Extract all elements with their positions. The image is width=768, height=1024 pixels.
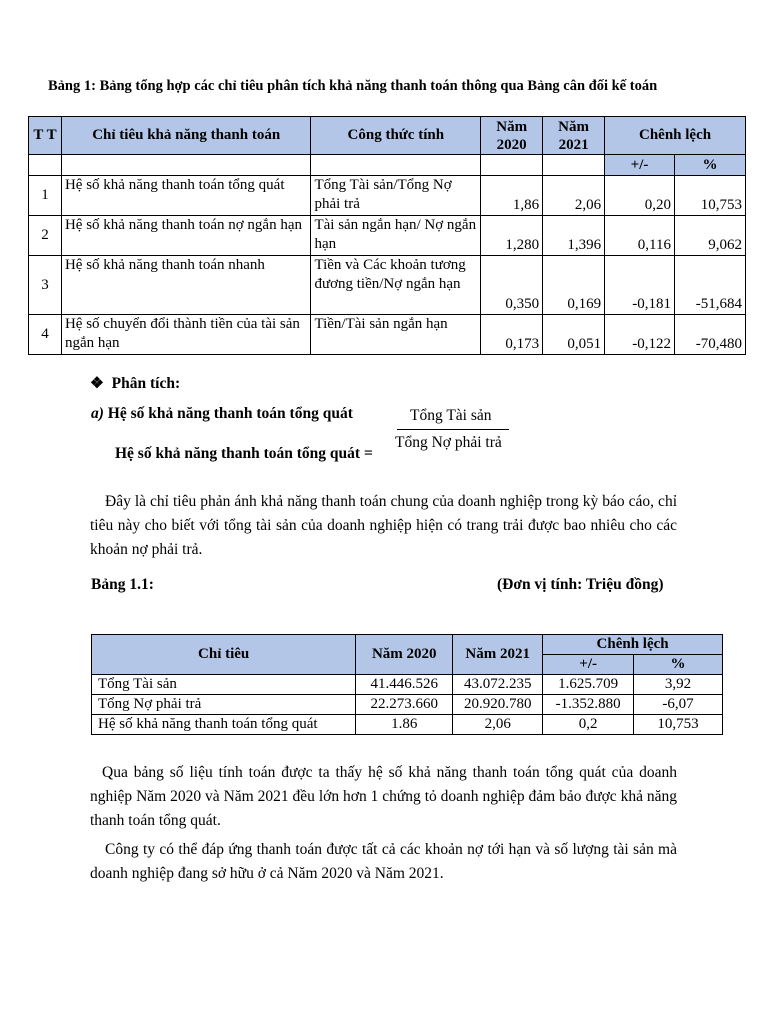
fraction-line [397,429,509,430]
row-2021: 2,06 [543,176,605,216]
blank-cell [29,155,62,176]
row-formula: Tổng Tài sản/Tổng Nợ phải trả [311,176,481,216]
row-pct: -51,684 [675,256,746,315]
conclusion-paragraph-2: Công ty có thể đáp ứng thanh toán được tất cả các khoản nợ tới hạn và số lượng tài sản mà doanh nghiệp đang sở hữu ở cả Năm 2020 và Năm 2021. [90,841,677,882]
row-2020: 1,86 [481,176,543,216]
header-indicator: Chỉ tiêu khả năng thanh toán [61,117,311,155]
row-2021: 0,051 [543,315,605,355]
row-pct: 3,92 [634,675,723,695]
row-2020: 0,173 [481,315,543,355]
header-pct: % [634,655,723,675]
row-2021: 1,396 [543,216,605,256]
table-row [92,675,723,695]
row-pct: -6,07 [634,695,723,715]
blank-cell [311,155,481,176]
table-row [29,216,746,256]
subsection-a-text: Hệ số khả năng thanh toán tổng quát [107,405,353,422]
row-indicator: Hệ số khả năng thanh toán nợ ngắn hạn [61,216,311,256]
row-pct: 10,753 [675,176,746,216]
formula-label: Hệ số khả năng thanh toán tổng quát = [115,445,373,462]
row-2021: 2,06 [453,715,543,735]
row-indicator: Hệ số khả năng thanh toán tổng quát [61,176,311,216]
row-2020: 41.446.526 [356,675,453,695]
diamond-bullet-icon: ❖ [90,375,104,392]
header-tt: T T [29,117,62,155]
row-abs: -0,181 [605,256,675,315]
row-abs: 0,2 [543,715,634,735]
conclusion-paragraph-1: Qua bảng số liệu tính toán được ta thấy hệ số khả năng thanh toán tổng quát của doanh nghiệp Năm 2020 và Năm 2021 đều lớn hơn 1 chứng tỏ doanh nghiệp đảm bảo được khả năng thanh toán tổng quát. [90,764,677,829]
row-tt: 4 [29,315,62,355]
blank-cell [543,155,605,176]
row-abs: 0,20 [605,176,675,216]
header-difference: Chênh lệch [543,635,723,655]
blank-cell [481,155,543,176]
header-abs: +/- [543,655,634,675]
header-indicator: Chỉ tiêu [92,635,356,675]
subsection-a-title [91,405,353,423]
subsection-a-prefix: a) [91,405,104,422]
row-indicator: Hệ số chuyển đổi thành tiền của tài sản ngắn hạn [61,315,311,355]
analysis-heading-text: Phân tích: [111,375,181,392]
table2-unit: (Đơn vị tính: Triệu đồng) [497,576,664,593]
table-row [29,176,746,216]
table1-caption: Bảng 1: Bảng tổng hợp các chỉ tiêu phân tích khả năng thanh toán thông qua Bảng cân đối kế toán [48,78,658,94]
row-2021: 0,169 [543,256,605,315]
header-pct: % [675,155,746,176]
row-abs: 1.625.709 [543,675,634,695]
row-abs: -1.352.880 [543,695,634,715]
row-indicator: Hệ số khả năng thanh toán tổng quát [92,715,356,735]
header-2021: Năm 2021 [543,117,605,155]
header-2021: Năm 2021 [453,635,543,675]
table-row [29,315,746,355]
blank-cell [61,155,311,176]
row-pct: 9,062 [675,216,746,256]
row-formula: Tài sản ngắn hạn/ Nợ ngắn hạn [311,216,481,256]
row-pct: -70,480 [675,315,746,355]
header-formula: Công thức tính [311,117,481,155]
analysis-paragraph: Đây là chỉ tiêu phản ánh khả năng thanh toán chung của doanh nghiệp trong kỳ báo cáo, chỉ tiêu này cho biết với tổng tài sản của doanh nghiệp hiện có trang trải được bao nhiêu cho các khoản nợ phải trả. [90,493,677,558]
row-pct: 10,753 [634,715,723,735]
general-liquidity-table [91,634,723,735]
row-indicator: Tổng Tài sản [92,675,356,695]
row-tt: 2 [29,216,62,256]
row-tt: 1 [29,176,62,216]
row-abs: 0,116 [605,216,675,256]
row-indicator: Hệ số khả năng thanh toán nhanh [61,256,311,315]
row-abs: -0,122 [605,315,675,355]
header-difference: Chênh lệch [605,117,746,155]
row-2021: 20.920.780 [453,695,543,715]
formula-numerator: Tổng Tài sản [410,407,492,424]
table-row [29,256,746,315]
table2-caption: Bảng 1.1: [91,576,154,593]
row-2020: 1.86 [356,715,453,735]
row-2020: 1,280 [481,216,543,256]
row-indicator: Tổng Nợ phải trả [92,695,356,715]
formula-denominator: Tổng Nợ phải trả [395,434,502,451]
liquidity-summary-table [28,116,746,355]
header-abs: +/- [605,155,675,176]
row-2020: 0,350 [481,256,543,315]
table-row [92,715,723,735]
row-2020: 22.273.660 [356,695,453,715]
header-2020: Năm 2020 [356,635,453,675]
row-formula: Tiền và Các khoản tương đương tiền/Nợ ngắn hạn [311,256,481,315]
table-row [92,695,723,715]
analysis-heading [90,374,180,393]
row-formula: Tiền/Tài sản ngắn hạn [311,315,481,355]
header-2020: Năm 2020 [481,117,543,155]
row-tt: 3 [29,256,62,315]
row-2021: 43.072.235 [453,675,543,695]
